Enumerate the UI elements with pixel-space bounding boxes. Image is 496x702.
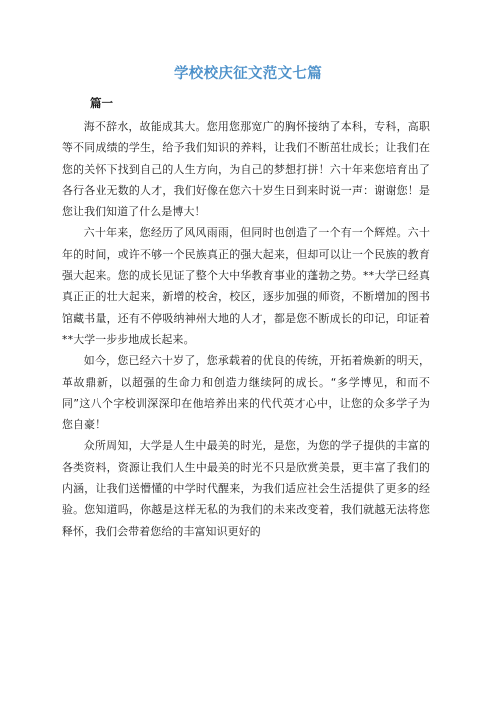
paragraph: 海不辞水，故能成其大。您用您那宽广的胸怀接纳了本科，专科，高职等不同成绩的学生，给予我们知识的养料，让我们不断茁壮成长；让我们在您的关怀下找到自己的人生方向，为自己的梦想打拼！六十年来您培育出了各行各业无数的人才，我们好像在您六十岁生日到来时说一声：谢谢您！是您让我们知道了什么是博大！	[62, 120, 430, 219]
document-title: 学校校庆征文范文七篇	[174, 66, 322, 82]
section-label: 篇一	[90, 96, 113, 110]
paragraph: 众所周知，大学是人生中最美的时光，是您，为您的学子提供的丰富的各类资料，资源让我们人生中最美的时光不只是欣赏美景，更丰富了我们的内涵，让我们送懵懂的中学时代醒来，为我们适应社会生活提供了更多的经验。您知道吗，你越是这样无私的为我们的未来改变着，我们就越无法将您释怀，我们会带着您给的丰富知识更好的	[62, 439, 430, 538]
paragraph: 六十年来，您经历了风风雨雨，但同时也创造了一个有一个辉煌。六十年的时间，或许不够一个民族真正的强大起来，但却可以让一个民族的教育强大起来。您的成长见证了整个大中华教育事业的蓬勃之势。**大学已经真真正正的壮大起来，新增的校舍，校区，逐步加强的师资，不断增加的图书馆藏书量，还有不停吸纳神州大地的人才，都是您不断成长的印记，印证着**大学一步步地成长起来。	[62, 226, 430, 346]
document-body	[62, 116, 430, 542]
paragraph: 如今，您已经六十岁了，您承载着的优良的传统，开拓着焕新的明天，革故鼎新，以超强的生命力和创造力继续阿的成长。“多学博见，和而不同”这八个字校训深深印在他培养出来的代代英才心中，让您的众多学子为您自豪！	[62, 354, 430, 432]
